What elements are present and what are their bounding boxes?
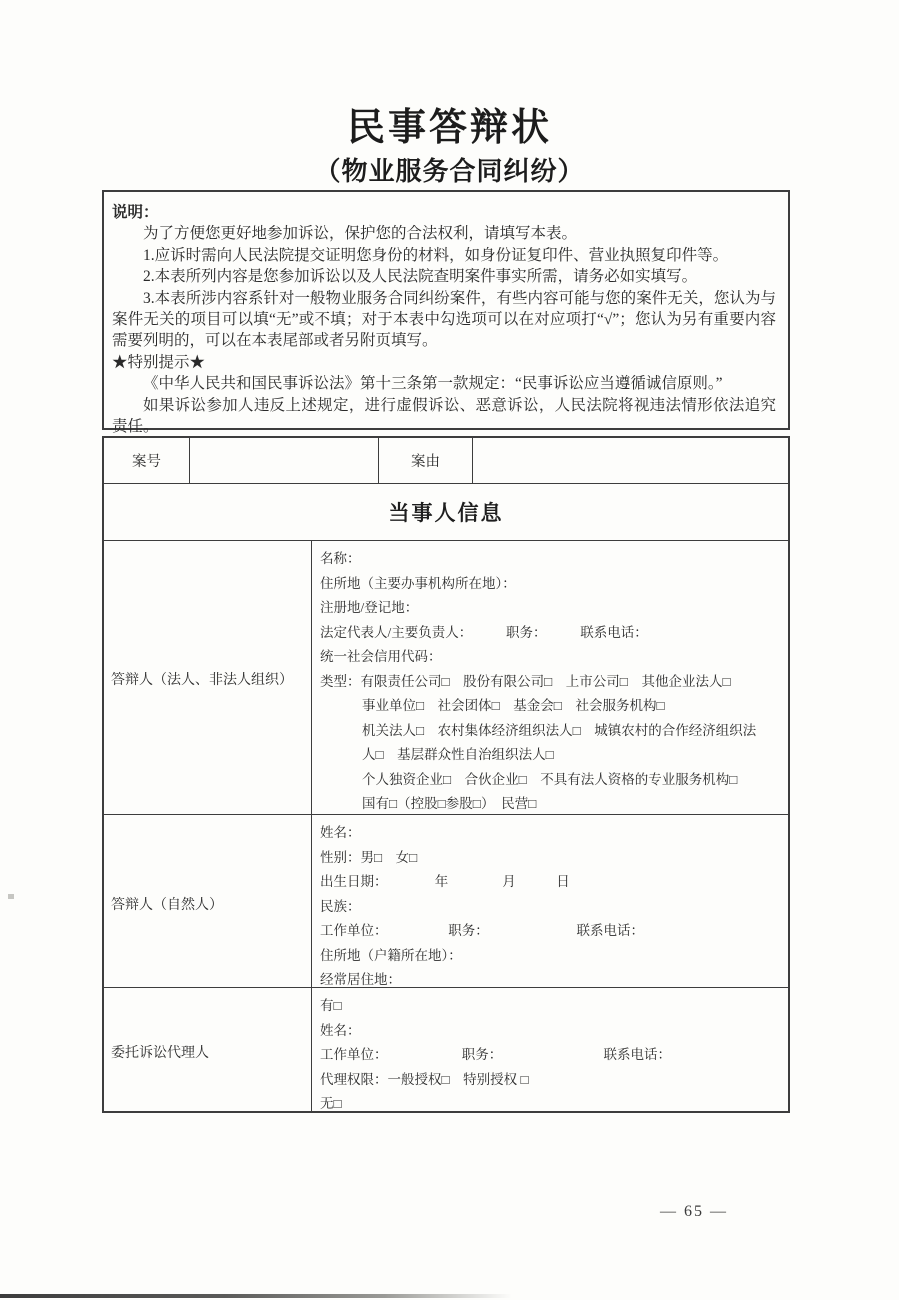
notice-paragraph: 2.本表所列内容是您参加诉讼以及人民法院查明案件事实所需，请务必如实填写。 bbox=[143, 268, 698, 286]
document-subtitle: （物业服务合同纠纷） bbox=[314, 156, 585, 186]
notice-paragraph: 3.本表所涉内容系针对一般物业服务合同纠纷案件，有些内容可能与您的案件无关，您认为与案件无关的项目可以填“无”或不填；对于本表中勾选项可以在对应项打“√”；您认为另有重要内容需要列明的，可以在本表尾部或者另附页填写。 bbox=[112, 289, 776, 350]
form-field-line: 工作单位： 职务： 联系电话： bbox=[320, 923, 644, 938]
notice-paragraph: 1.应诉时需向人民法院提交证明您身份的材料，如身份证复印件、营业执照复印件等。 bbox=[143, 246, 729, 264]
notice-paragraph: 说明： bbox=[112, 204, 159, 221]
notice-paragraphs bbox=[112, 202, 776, 437]
form-field-line: 姓名： bbox=[320, 825, 361, 840]
form-field-line: 无□ bbox=[320, 1096, 342, 1111]
respondent-natural-person-fields bbox=[312, 815, 788, 987]
party-info-section-header: 当事人信息 bbox=[104, 483, 788, 540]
form-field-line: 统一社会信用代码： bbox=[320, 649, 442, 664]
notice-paragraph: ★特别提示★ bbox=[112, 353, 206, 371]
notice-paragraph: 为了方便您更好地参加诉讼，保护您的合法权利，请填写本表。 bbox=[143, 225, 578, 243]
form-field-line: 个人独资企业□ 合伙企业□ 不具有法人资格的专业服务机构□ bbox=[362, 771, 738, 787]
page-number: — 65 — bbox=[660, 1203, 728, 1220]
respondent-organization-label: 答辩人（法人、非法人组织） bbox=[104, 541, 312, 814]
litigation-agent-row bbox=[104, 987, 788, 1111]
form-field-line: 事业单位□ 社会团体□ 基金会□ 社会服务机构□ bbox=[362, 698, 665, 713]
case-number-label: 案号 bbox=[104, 438, 190, 483]
respondent-organization-fields bbox=[312, 541, 788, 814]
litigation-agent-fields bbox=[312, 988, 788, 1111]
cause-of-action-value bbox=[473, 438, 788, 483]
form-field-line: 代理权限：一般授权□ 特别授权 □ bbox=[320, 1071, 529, 1087]
notice-box bbox=[102, 190, 790, 436]
scan-edge-artifact bbox=[0, 1294, 640, 1298]
form-field-line: 注册地/登记地： bbox=[320, 600, 419, 615]
document-title: 民事答辩状 bbox=[346, 107, 552, 149]
respondent-natural-person-label: 答辩人（自然人） bbox=[104, 815, 312, 987]
form-table bbox=[102, 436, 790, 1113]
form-field-line: 经常居住地： bbox=[320, 972, 401, 987]
notice-paragraph: 《中华人民共和国民事诉讼法》第十三条第一款规定：“民事诉讼应当遵循诚信原则。” bbox=[143, 375, 723, 393]
form-field-line: 有□ bbox=[320, 998, 342, 1013]
form-field-line: 国有□（控股□参股□） 民营□ bbox=[362, 796, 537, 811]
form-field-line: 住所地（户籍所在地）： bbox=[320, 947, 462, 963]
form-field-line: 名称： bbox=[320, 551, 361, 566]
litigation-agent-label: 委托诉讼代理人 bbox=[104, 988, 312, 1111]
form-field-line: 民族： bbox=[320, 898, 361, 914]
cause-of-action-label: 案由 bbox=[379, 438, 473, 483]
form-field-line: 类型：有限责任公司□ 股份有限公司□ 上市公司□ 其他企业法人□ bbox=[320, 673, 731, 689]
respondent-natural-person-row bbox=[104, 814, 788, 987]
form-field-line: 法定代表人/主要负责人： 职务： 联系电话： bbox=[320, 624, 648, 640]
respondent-organization-row bbox=[104, 540, 788, 814]
form-field-line: 工作单位： 职务： 联系电话： bbox=[320, 1047, 671, 1062]
case-info-row bbox=[104, 438, 788, 483]
scan-artifact-dot bbox=[8, 894, 14, 899]
form-field-line: 出生日期： 年 月 日 bbox=[320, 874, 570, 889]
form-field-line: 住所地（主要办事机构所在地）： bbox=[320, 575, 516, 591]
form-field-line: 机关法人□ 农村集体经济组织法人□ 城镇农村的合作经济组织法 bbox=[362, 722, 757, 738]
form-field-line: 性别：男□ 女□ bbox=[320, 849, 418, 865]
case-number-value bbox=[190, 438, 379, 483]
form-field-line: 姓名： bbox=[320, 1022, 361, 1038]
notice-paragraph: 如果诉讼参加人违反上述规定，进行虚假诉讼、恶意诉讼，人民法院将视违法情形依法追究责任。 bbox=[112, 396, 776, 436]
form-field-line: 人□ 基层群众性自治组织法人□ bbox=[362, 747, 554, 762]
